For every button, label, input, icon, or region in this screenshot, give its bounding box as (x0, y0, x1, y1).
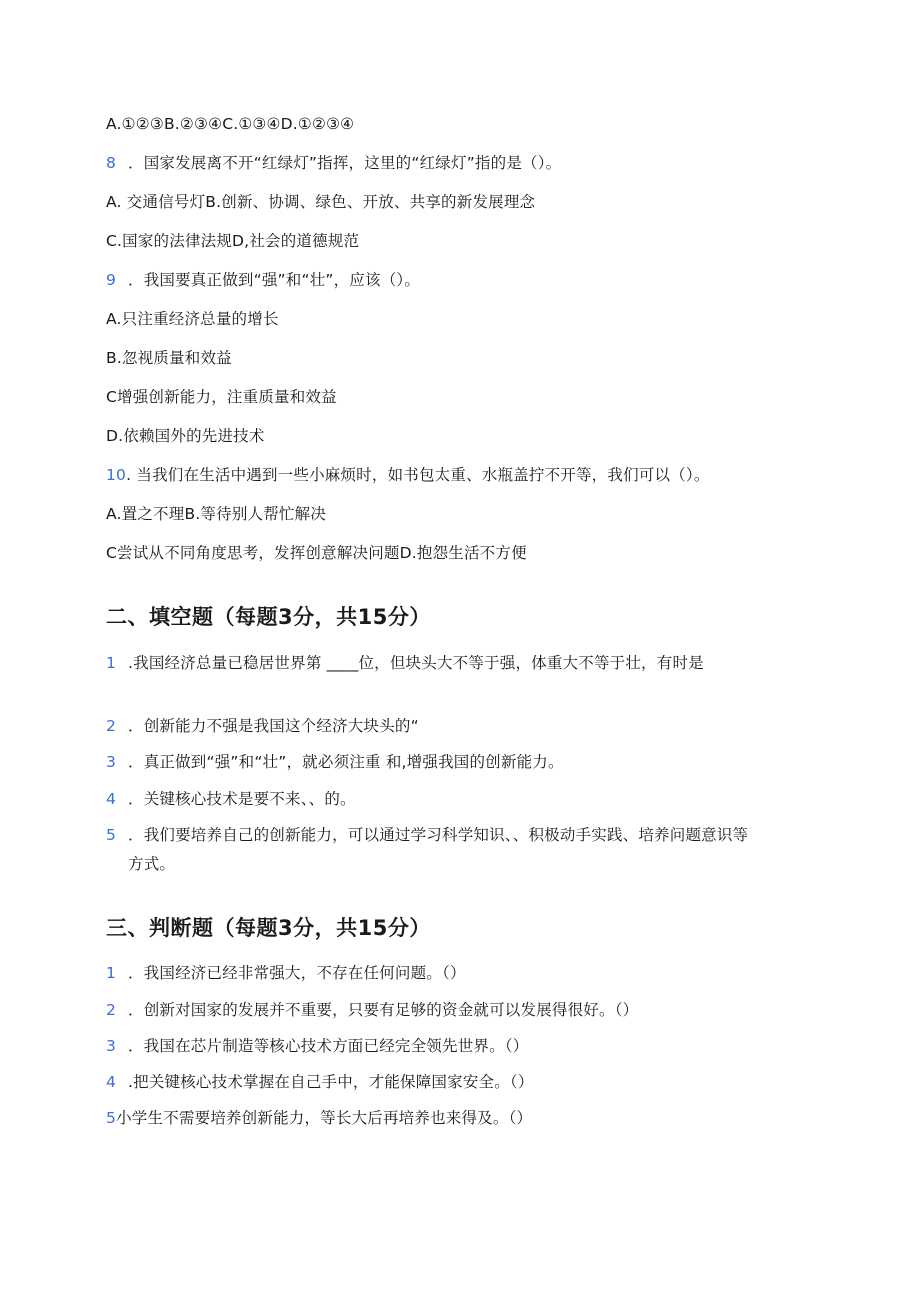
item-text: ．真正做到“强”和“壮”，就必须注重 和,增强我国的创新能力。 (128, 753, 564, 771)
judge-item-2 (106, 1000, 638, 1020)
fill-item-1 (106, 653, 704, 673)
fill-item-2 (106, 716, 419, 736)
item-number: 4 (106, 1073, 117, 1091)
fill-item-3 (106, 752, 564, 772)
question-text: . 当我们在生活中遇到一些小麻烦时，如书包太重、水瓶盖拧不开等，我们可以（）。 (126, 466, 710, 484)
question-9 (106, 270, 420, 290)
item-text: ．我们要培养自己的创新能力，可以通过学习科学知识、、积极动手实践、培养问题意识等 (128, 826, 749, 844)
question-number: 9 (106, 271, 117, 289)
item-text: 小学生不需要培养创新能力，等长大后再培养也来得及。（） (116, 1109, 533, 1127)
section-heading-fill: 二、填空题（每题3分，共15分） (106, 605, 431, 629)
q9-option-d: D.依赖国外的先进技术 (106, 427, 265, 445)
item-text: ．关键核心技术是要不来、、的。 (128, 790, 356, 808)
item-text: ．我国在芯片制造等核心技术方面已经完全领先世界。（） (128, 1037, 529, 1055)
item-text: .把关键核心技术掌握在自己手中，才能保障国家安全。（） (128, 1073, 534, 1091)
judge-item-3 (106, 1036, 528, 1056)
fill-item-5-continuation: 方式。 (128, 855, 176, 873)
question-text: ．我国要真正做到“强”和“壮”，应该（）。 (128, 271, 421, 289)
q9-option-a: A.只注重经济总量的增长 (106, 310, 279, 328)
question-number: 10 (106, 466, 127, 484)
q8-options-ab: A. 交通信号灯B.创新、协调、绿色、开放、共享的新发展理念 (106, 193, 536, 211)
item-number: 4 (106, 790, 117, 808)
q8-options-cd: C.国家的法律法规D,社会的道德规范 (106, 232, 360, 250)
fill-item-4 (106, 789, 356, 809)
question-10 (106, 465, 710, 485)
item-number: 1 (106, 964, 117, 982)
judge-item-4 (106, 1072, 534, 1092)
question-8 (106, 153, 561, 173)
item-number: 5 (106, 1109, 117, 1127)
fill-item-5 (106, 825, 748, 845)
item-text: .我国经济总量已稳居世界第 ____位，但块头大不等于强，体重大不等于壮，有时是 (128, 654, 704, 672)
judge-item-5 (106, 1108, 532, 1128)
item-text: ．创新对国家的发展并不重要，只要有足够的资金就可以发展得很好。（） (128, 1001, 639, 1019)
q9-option-c: C增强创新能力，注重质量和效益 (106, 388, 337, 406)
item-number: 1 (106, 654, 117, 672)
item-number: 2 (106, 717, 117, 735)
q7-options: A.①②③B.②③④C.①③④D.①②③④ (106, 115, 355, 133)
question-text: ．国家发展离不开“红绿灯”指挥，这里的“红绿灯”指的是（）。 (128, 154, 562, 172)
item-text: ．创新能力不强是我国这个经济大块头的“ (128, 717, 419, 735)
q10-options-ab: A.置之不理B.等待别人帮忙解决 (106, 505, 327, 523)
item-text: ．我国经济已经非常强大，不存在任何问题。（） (128, 964, 466, 982)
item-number: 3 (106, 1037, 117, 1055)
item-number: 2 (106, 1001, 117, 1019)
section-heading-judge: 三、判断题（每题3分，共15分） (106, 916, 431, 940)
q9-option-b: B.忽视质量和效益 (106, 349, 232, 367)
judge-item-1 (106, 963, 466, 983)
item-number: 5 (106, 826, 117, 844)
question-number: 8 (106, 154, 117, 172)
item-number: 3 (106, 753, 117, 771)
q10-options-cd: C尝试从不同角度思考，发挥创意解决问题D.抱怨生活不方便 (106, 544, 527, 562)
